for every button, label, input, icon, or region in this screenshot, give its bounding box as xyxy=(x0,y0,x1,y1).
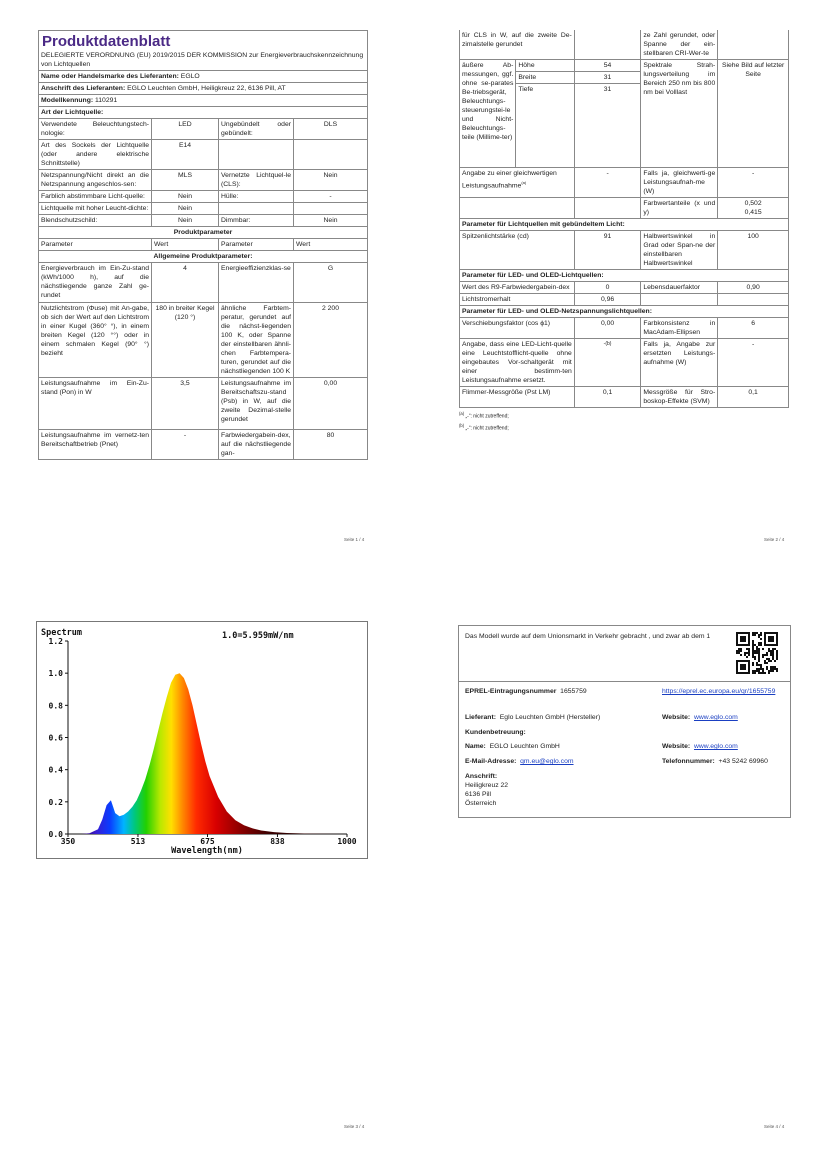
qr-code xyxy=(735,629,779,679)
qr-code-icon xyxy=(735,629,779,679)
footnote-b: $^{(b)}$ „-“: nicht zutreffend; xyxy=(459,422,509,432)
param-value: 180 in breiter Kegel (120 °) xyxy=(152,303,219,378)
equiv-label: Angabe zu einer gleichwertigen Leistungsaufnahme$^{(a)}$ xyxy=(460,168,575,198)
page-1 xyxy=(38,30,368,460)
page-4 xyxy=(458,625,791,818)
param-value: 4 xyxy=(152,263,219,303)
row-value: - xyxy=(294,191,368,203)
param-label: Energieeffizienzklas-se xyxy=(219,263,294,303)
market-text: Das Modell wurde auf dem Unionsmarkt in Verkehr gebracht , und zwar ab dem 1 xyxy=(465,633,711,640)
r9-label: Wert des R9-Farbwiedergabein-dex xyxy=(460,282,575,294)
supplier-name-row: Name oder Handelsmarke des Lieferanten: EGLO xyxy=(39,71,368,83)
shift-value: 0,00 xyxy=(574,318,641,339)
maint-value: 0,96 xyxy=(574,294,641,306)
svm-label: Messgröße für Stro-boskop-Effekte (SVM) xyxy=(641,387,718,408)
param-label: Farbwiedergabein-dex, auf die nächstliegende gan- xyxy=(219,430,294,460)
row-value: LED xyxy=(152,119,219,140)
page-2 xyxy=(459,30,789,431)
dim-name: Breite xyxy=(516,72,574,84)
consist-value: 6 xyxy=(718,318,789,339)
type-heading: Art der Lichtquelle: xyxy=(39,107,368,119)
r9-value: 0 xyxy=(574,282,641,294)
dim-value: 31 xyxy=(574,84,641,168)
peak-label: Spitzenlichtstärke (cd) xyxy=(460,231,575,270)
claim-r-label: Falls ja, Angabe zur ersetzten Leistungs-aufnahme (W) xyxy=(641,339,718,387)
page-number: Seite 2 / 4 xyxy=(764,537,785,542)
product-params-heading: Produktparameter xyxy=(39,227,368,239)
row-value: Nein xyxy=(294,170,368,191)
dim-value: 31 xyxy=(574,72,641,84)
beam-label: Halbwertswinkel in Grad oder Span-ne der einstellbaren Halbwertswinkel xyxy=(641,231,718,270)
y-tick-label: 0.2 xyxy=(48,797,63,807)
row-label: Lichtquelle mit hoher Leucht-dichte: xyxy=(39,203,152,215)
row-label: Dimmbar: xyxy=(219,215,294,227)
equiv-r-label: Falls ja, gleichwerti-ge Leistungsaufnah-me (W) xyxy=(641,168,718,198)
param-label: Energieverbrauch im Ein-Zu-stand (kWh/1000 h), auf die nächstliegende ganze Zahl ge-rundet xyxy=(39,263,152,303)
page-number: Seite 4 / 4 xyxy=(764,1124,785,1129)
eprel-link[interactable]: https://eprel.ec.europa.eu/qr/1655759 xyxy=(662,688,776,695)
x-axis-label: Wavelength(nm) xyxy=(171,846,243,856)
row-label: Farblich abstimmbare Licht-quelle: xyxy=(39,191,152,203)
param-value: 0,00 xyxy=(294,378,368,430)
product-table-p1 xyxy=(38,50,368,460)
page-number: Seite 1 / 4 xyxy=(344,537,365,542)
row-label: Verwendete Beleuchtungstech-nologie: xyxy=(39,119,152,140)
dim-value: 54 xyxy=(574,60,641,72)
y-tick-label: 0.6 xyxy=(48,733,63,743)
col-header: Wert xyxy=(152,239,219,251)
y-tick-label: 0.4 xyxy=(48,765,63,775)
row-label: Ungebündelt oder gebündelt: xyxy=(219,119,294,140)
x-tick-label: 838 xyxy=(270,837,285,846)
param-label: Leistungsaufnahme im Ein-Zu-stand (Pon) in W xyxy=(39,378,152,430)
param-label: Nutzlichtstrom (Φuse) mit An-gabe, ob sich der Wert auf den Lichtstrom in einer Kugel (360° °), in einem breiten Kegel (120 °°) oder in einem schmalen Kegel (90° °) bezieht xyxy=(39,303,152,378)
chart-annotation: 1.0=5.959mW/nm xyxy=(222,631,294,641)
row-label: Hülle: xyxy=(219,191,294,203)
consist-label: Farbkonsistenz in MacAdam-Ellipsen xyxy=(641,318,718,339)
param-label: ähnliche Farbtem-peratur, gerundet auf die nächst-liegenden 100 K, oder Spanne der einstellbaren ähnli-chen Farbtempera-turen, gerundet auf die nächstliegenden 100 K xyxy=(219,303,294,378)
row-value: Nein xyxy=(152,203,219,215)
dim-name: Tiefe xyxy=(516,84,574,168)
service-heading: Kundenbetreuung: xyxy=(465,729,526,736)
regulation-text: DELEGIERTE VERORDNUNG (EU) 2019/2015 DER KOMMISSION zur Energieverbrauchskennzeichnung von Lichtquellen xyxy=(39,50,368,71)
claim-value: -(b) xyxy=(574,339,641,387)
address-block: Anschrift: Heiligkreuz 22 6136 Pill Österreich xyxy=(465,773,509,807)
row-value: DLS xyxy=(294,119,368,140)
row-value xyxy=(294,140,368,170)
service-website-row: Website: www.eglo.com xyxy=(662,743,738,750)
claim-label: Angabe, dass eine LED-Licht-quelle eine Leuchtstofflicht-quelle ohne eingebautes Vor-schaltgerät mit einer bestimm-ten Leistungsaufnahme ersetzt. xyxy=(460,339,575,387)
col-header: Parameter xyxy=(39,239,152,251)
equiv-r-value: - xyxy=(718,168,789,198)
row-label: ze Zahl gerundet, oder Spanne der ein-stellbaren CRI-Wer-te xyxy=(641,30,718,60)
row-value: E14 xyxy=(152,140,219,170)
maint-label: Lichtstromerhalt xyxy=(460,294,575,306)
x-tick-label: 1000 xyxy=(337,837,357,846)
param-value: 2 200 xyxy=(294,303,368,378)
row-value xyxy=(294,203,368,215)
spectral-label: Spektrale Strah-lungsverteilung im Bereich 250 nm bis 800 nm bei Volllast xyxy=(641,60,718,168)
row-label xyxy=(219,140,294,170)
led-heading: Parameter für LED- und OLED-Lichtquellen: xyxy=(460,270,789,282)
life-value: 0,90 xyxy=(718,282,789,294)
param-value: 3,5 xyxy=(152,378,219,430)
row-value: Nein xyxy=(152,191,219,203)
eprel-row: EPREL-Eintragungsnummer 1655759 xyxy=(465,688,587,695)
supplier-row: Lieferant: Eglo Leuchten GmbH (Hersteller) xyxy=(465,714,601,721)
row-label: Blendschutzschild: xyxy=(39,215,152,227)
peak-value: 91 xyxy=(574,231,641,270)
beam-value: 100 xyxy=(718,231,789,270)
col-header: Parameter xyxy=(219,239,294,251)
y-tick-label: 0.0 xyxy=(48,830,63,839)
y-tick-label: 1.0 xyxy=(48,669,63,679)
chroma-label: Farbwertanteile (x und y) xyxy=(641,198,718,219)
flicker-value: 0,1 xyxy=(574,387,641,408)
dim-name: Höhe xyxy=(516,60,574,72)
row-label: Art des Sockels der Lichtquelle (oder andere elektrische Schnittstelle) xyxy=(39,140,152,170)
param-value: - xyxy=(152,430,219,460)
x-tick-label: 675 xyxy=(200,837,215,846)
spectrum-figure xyxy=(36,621,368,859)
y-tick-label: 1.2 xyxy=(48,637,63,646)
flicker-label: Flimmer-Messgröße (Pst LM) xyxy=(460,387,575,408)
shift-label: Verschiebungsfaktor (cos ϕ1) xyxy=(460,318,575,339)
website-link[interactable]: www.eglo.com xyxy=(693,743,738,750)
email-row: E-Mail-Adresse: qm.eu@eglo.com xyxy=(465,758,574,765)
row-label: für CLS in W, auf die zweite De-zimalstelle gerundet xyxy=(460,30,575,60)
y-tick-label: 0.8 xyxy=(48,701,63,711)
page-number: Seite 3 / 4 xyxy=(344,1124,365,1129)
svm-value: 0,1 xyxy=(718,387,789,408)
param-label: Leistungsaufnahme im vernetz-ten Bereitschaftbetrieb (Pnet) xyxy=(39,430,152,460)
supplier-address-row: Anschrift des Lieferanten: EGLO Leuchten GmbH, Heiligkreuz 22, 6136 Pill, AT xyxy=(39,83,368,95)
product-table-p2 xyxy=(459,30,789,408)
model-row: Modellkennung: 110291 xyxy=(39,95,368,107)
row-value: Nein xyxy=(152,215,219,227)
website-link[interactable]: www.eglo.com xyxy=(693,714,738,721)
row-label: Vernetzte Lichtquel-le (CLS): xyxy=(219,170,294,191)
row-label: Netzspannung/Nicht direkt an die Netzspannung angeschlos-sen: xyxy=(39,170,152,191)
directional-heading: Parameter für Lichtquellen mit gebündeltem Licht: xyxy=(460,219,789,231)
chart-title: Spectrum xyxy=(41,628,82,638)
life-label: Lebensdauerfaktor xyxy=(641,282,718,294)
col-header: Wert xyxy=(294,239,368,251)
param-value: 80 xyxy=(294,430,368,460)
general-params-heading: Allgemeine Produktparameter: xyxy=(39,251,368,263)
equiv-value: - xyxy=(574,168,641,198)
row-label xyxy=(219,203,294,215)
service-name-row: Name: EGLO Leuchten GmbH xyxy=(465,743,560,750)
phone-row: Telefonnummer: +43 5242 69960 xyxy=(662,758,768,765)
spectrum-area xyxy=(68,673,347,834)
dims-label: äußere Ab-messungen, ggf. ohne se-parates Be-triebsgerät, Beleuchtungs-steuerungstei-le und Nicht-Beleuchtungs-teile (Millime-ter) xyxy=(460,60,516,168)
email-link[interactable]: qm.eu@eglo.com xyxy=(520,758,574,765)
spectral-value: Siehe Bild auf letzter Seite xyxy=(718,60,789,168)
footnote-a: $^{(a)}$ „-“: nicht zutreffend; xyxy=(459,411,509,420)
param-value: G xyxy=(294,263,368,303)
claim-r-value: - xyxy=(718,339,789,387)
param-label: Leistungsaufnahme im Bereitschaftszu-stand (Psb) in W, auf die zweite Dezimal-stelle gerundet xyxy=(219,378,294,430)
x-tick-label: 513 xyxy=(130,837,146,846)
mains-heading: Parameter für LED- und OLED-Netzspannungslichtquellen: xyxy=(460,306,789,318)
x-tick-label: 350 xyxy=(60,837,76,846)
row-value: Nein xyxy=(294,215,368,227)
chroma-value: 0,502 0,415 xyxy=(718,198,789,219)
website-row: Website: www.eglo.com xyxy=(662,714,738,721)
page-title: Produktdatenblatt xyxy=(38,30,368,50)
row-value: MLS xyxy=(152,170,219,191)
spectrum-chart xyxy=(37,622,367,858)
